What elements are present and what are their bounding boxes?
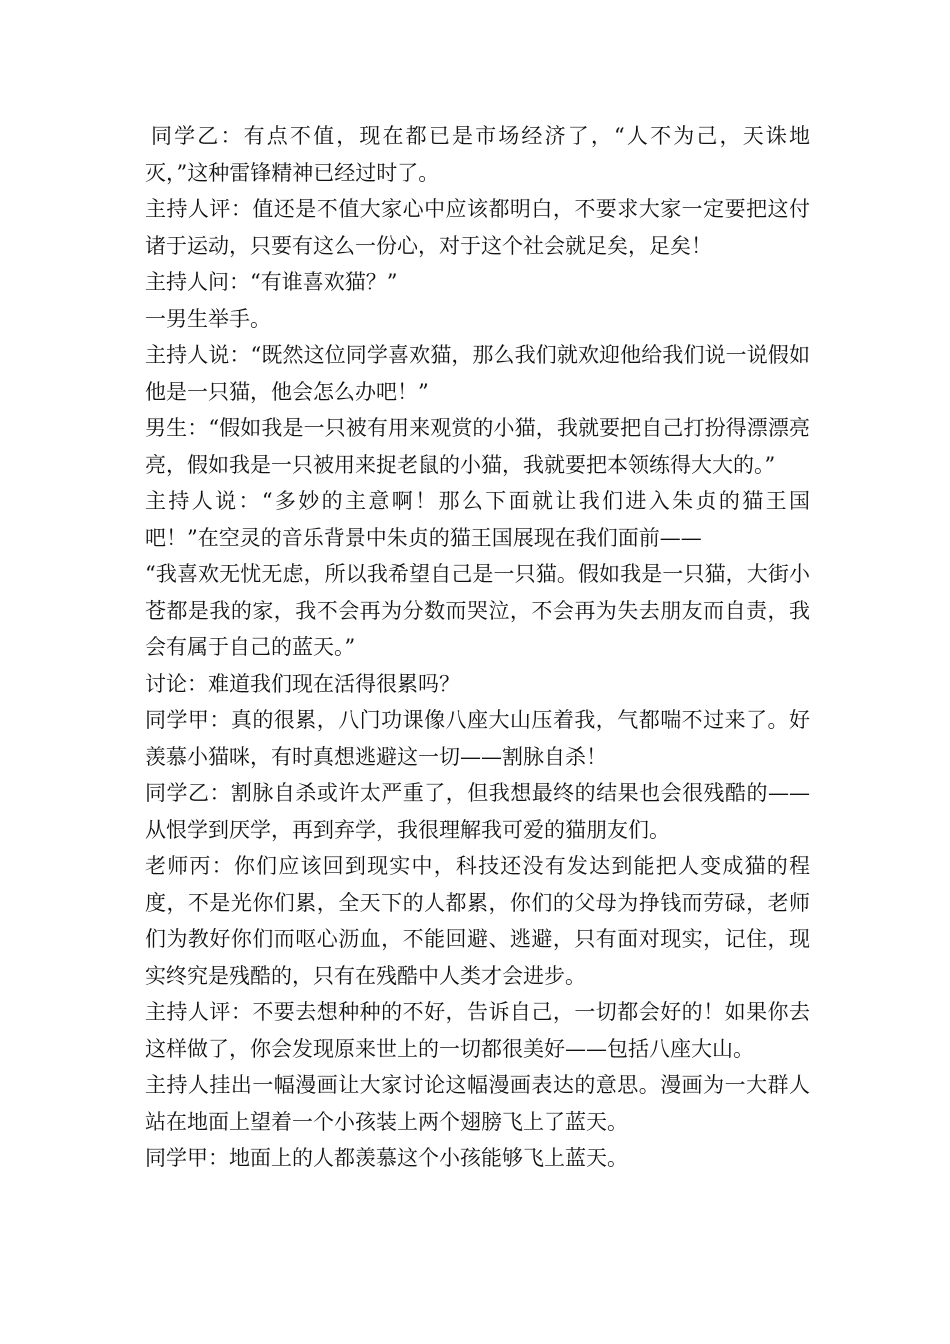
document-body bbox=[145, 118, 810, 1177]
paragraph-12: 老师丙：你们应该回到现实中，科技还没有发达到能把人变成猫的程度，不是光你们累，全天下的人都累，你们的父母为挣钱而劳碌，老师们为教好你们而呕心沥血，不能回避、逃避，只有面对现实，记住，现实终究是残酷的，只有在残酷中人类才会进步。 bbox=[145, 854, 810, 988]
paragraph-2: 主持人评：值还是不值大家心中应该都明白，不要求大家一定要把这付诸于运动，只要有这么一份心，对于这个社会就足矣，足矣！ bbox=[145, 197, 810, 258]
paragraph-1: 同学乙：有点不值，现在都已是市场经济了，“人不为己，天诛地灭，”这种雷锋精神已经过时了。 bbox=[145, 124, 810, 185]
paragraph-6: 男生：“假如我是一只被有用来观赏的小猫，我就要把自己打扮得漂漂亮亮，假如我是一只被用来捉老鼠的小猫，我就要把本领练得大大的。” bbox=[145, 416, 810, 477]
paragraph-14: 主持人挂出一幅漫画让大家讨论这幅漫画表达的意思。漫画为一大群人站在地面上望着一个小孩装上两个翅膀飞上了蓝天。 bbox=[145, 1073, 810, 1134]
paragraph-3: 主持人问：“有谁喜欢猫？” bbox=[145, 270, 398, 294]
paragraph-7: 主持人说：“多妙的主意啊！那么下面就让我们进入朱贞的猫王国吧！”在空灵的音乐背景中朱贞的猫王国展现在我们面前—— bbox=[145, 489, 810, 550]
paragraph-11: 同学乙：割脉自杀或许太严重了，但我想最终的结果也会很残酷的——从恨学到厌学，再到弃学，我很理解我可爱的猫朋友们。 bbox=[145, 781, 810, 842]
paragraph-4: 一男生举手。 bbox=[145, 306, 271, 331]
paragraph-10: 同学甲：真的很累，八门功课像八座大山压着我，气都喘不过来了。好羡慕小猫咪，有时真想逃避这一切——割脉自杀！ bbox=[145, 708, 810, 769]
paragraph-9: 讨论：难道我们现在活得很累吗？ bbox=[145, 671, 460, 696]
paragraph-13: 主持人评：不要去想种种的不好，告诉自己，一切都会好的！如果你去这样做了，你会发现原来世上的一切都很美好——包括八座大山。 bbox=[145, 1000, 810, 1061]
paragraph-15: 同学甲：地面上的人都羡慕这个小孩能够飞上蓝天。 bbox=[145, 1146, 628, 1170]
paragraph-5: 主持人说：“既然这位同学喜欢猫，那么我们就欢迎他给我们说一说假如他是一只猫，他会怎么办吧！” bbox=[145, 343, 810, 404]
paragraph-8: “我喜欢无忧无虑，所以我希望自己是一只猫。假如我是一只猫，大街小苍都是我的家，我不会再为分数而哭泣，不会再为失去朋友而自责，我会有属于自己的蓝天。” bbox=[145, 562, 810, 659]
